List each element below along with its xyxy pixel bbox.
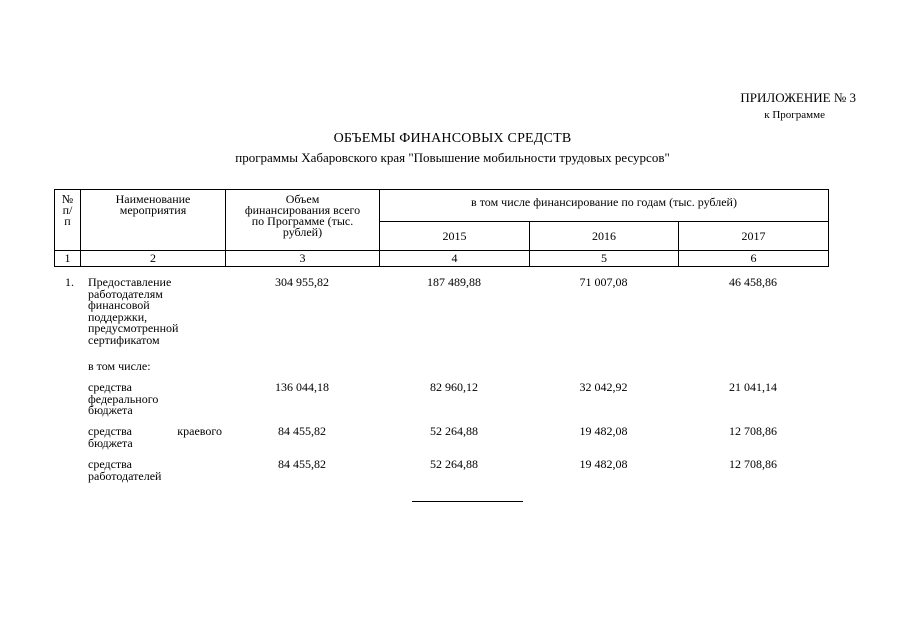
row-2017: 46 458,86: [729, 275, 777, 289]
row-name-word: краевого: [177, 424, 222, 438]
header-volume-line: Объем: [285, 192, 320, 206]
row-number: [54, 423, 80, 457]
row-total: 84 455,82: [278, 424, 326, 438]
header-volume-line: по Программе (тыс.: [251, 214, 354, 228]
row-name-line: в том числе:: [88, 359, 151, 373]
document-title: ОБЪЕМЫ ФИНАНСОВЫХ СРЕДСТВ: [333, 131, 572, 146]
header-cell-volume: [226, 190, 380, 251]
row-number: [54, 378, 80, 423]
header-number-line: №: [61, 192, 74, 206]
row-2015: [379, 361, 529, 378]
header-name-line: Наименование: [115, 192, 191, 206]
row-number: [54, 457, 80, 487]
table-row: [54, 378, 828, 423]
row-name-line: работодателям: [88, 286, 163, 301]
row-name-line: федерального: [88, 391, 159, 406]
row-name-line: работодателей: [88, 468, 162, 483]
row-name-line: бюджета: [88, 435, 133, 450]
row-number: 1.: [65, 275, 74, 289]
header-cell-name: [81, 190, 226, 251]
header-year-2016: 2016: [530, 222, 679, 251]
row-name-line: поддержки,: [88, 309, 148, 324]
column-number: 2: [81, 251, 226, 267]
header-name-line: мероприятия: [119, 203, 187, 217]
row-2017: [678, 361, 828, 378]
row-name-line: Предоставление: [88, 275, 172, 289]
column-number: 4: [380, 251, 530, 267]
row-name-line: финансовой: [88, 298, 150, 312]
header-number-line: п/: [62, 203, 73, 217]
row-name: [80, 361, 225, 378]
row-name: [80, 273, 225, 361]
appendix-title: ПРИЛОЖЕНИЕ № 3: [740, 90, 856, 105]
table-header: [54, 189, 829, 267]
row-2016: [529, 361, 678, 378]
document-subtitle: программы Хабаровского края "Повышение мобильности трудовых ресурсов": [235, 150, 670, 165]
row-2016: 19 482,08: [579, 457, 628, 471]
appendix-reference: к Программе: [764, 109, 825, 121]
header-year-2015: 2015: [380, 222, 530, 251]
column-number: 3: [226, 251, 380, 267]
row-2016: 32 042,92: [579, 380, 628, 394]
row-2017: 12 708,86: [729, 457, 777, 471]
row-total: [225, 361, 379, 378]
row-number: [54, 361, 80, 378]
row-name-word: средства: [88, 424, 133, 438]
row-2015: 52 264,88: [430, 457, 478, 471]
row-total: 304 955,82: [275, 275, 329, 289]
table-row: [54, 273, 828, 361]
row-name-line: предусмотренной: [88, 321, 179, 335]
row-name-line: бюджета: [88, 403, 133, 417]
row-name-line: средства: [88, 380, 133, 394]
row-total: 136 044,18: [275, 380, 329, 394]
row-2015: 52 264,88: [430, 424, 478, 438]
header-volume-line: рублей): [282, 225, 323, 239]
column-number: 6: [679, 251, 829, 267]
row-2016: 71 007,08: [579, 275, 628, 289]
row-name-line: средства: [88, 457, 133, 471]
row-2016: 19 482,08: [579, 424, 628, 438]
row-2017: 21 041,14: [729, 380, 777, 394]
row-2015: 82 960,12: [430, 380, 478, 394]
table-body: [54, 273, 828, 487]
row-name: [80, 423, 225, 457]
column-number: 1: [55, 251, 81, 267]
table-row: [54, 361, 828, 378]
row-name: [80, 378, 225, 423]
header-number-line: п: [64, 214, 71, 228]
table-row: [54, 457, 828, 487]
row-name-line: сертификатом: [88, 332, 160, 347]
column-number: 5: [530, 251, 679, 267]
table-row: [54, 423, 828, 457]
header-volume-line: финансирования всего: [244, 203, 361, 217]
row-2015: 187 489,88: [427, 275, 481, 289]
header-cell-years: в том числе финансирование по годам (тыс. рублей): [380, 190, 829, 222]
row-total: 84 455,82: [278, 457, 326, 471]
row-name: [80, 457, 225, 487]
row-2017: 12 708,86: [729, 424, 777, 438]
header-year-2017: 2017: [679, 222, 829, 251]
end-divider-line: [412, 501, 523, 502]
header-cell-number: [55, 190, 81, 251]
